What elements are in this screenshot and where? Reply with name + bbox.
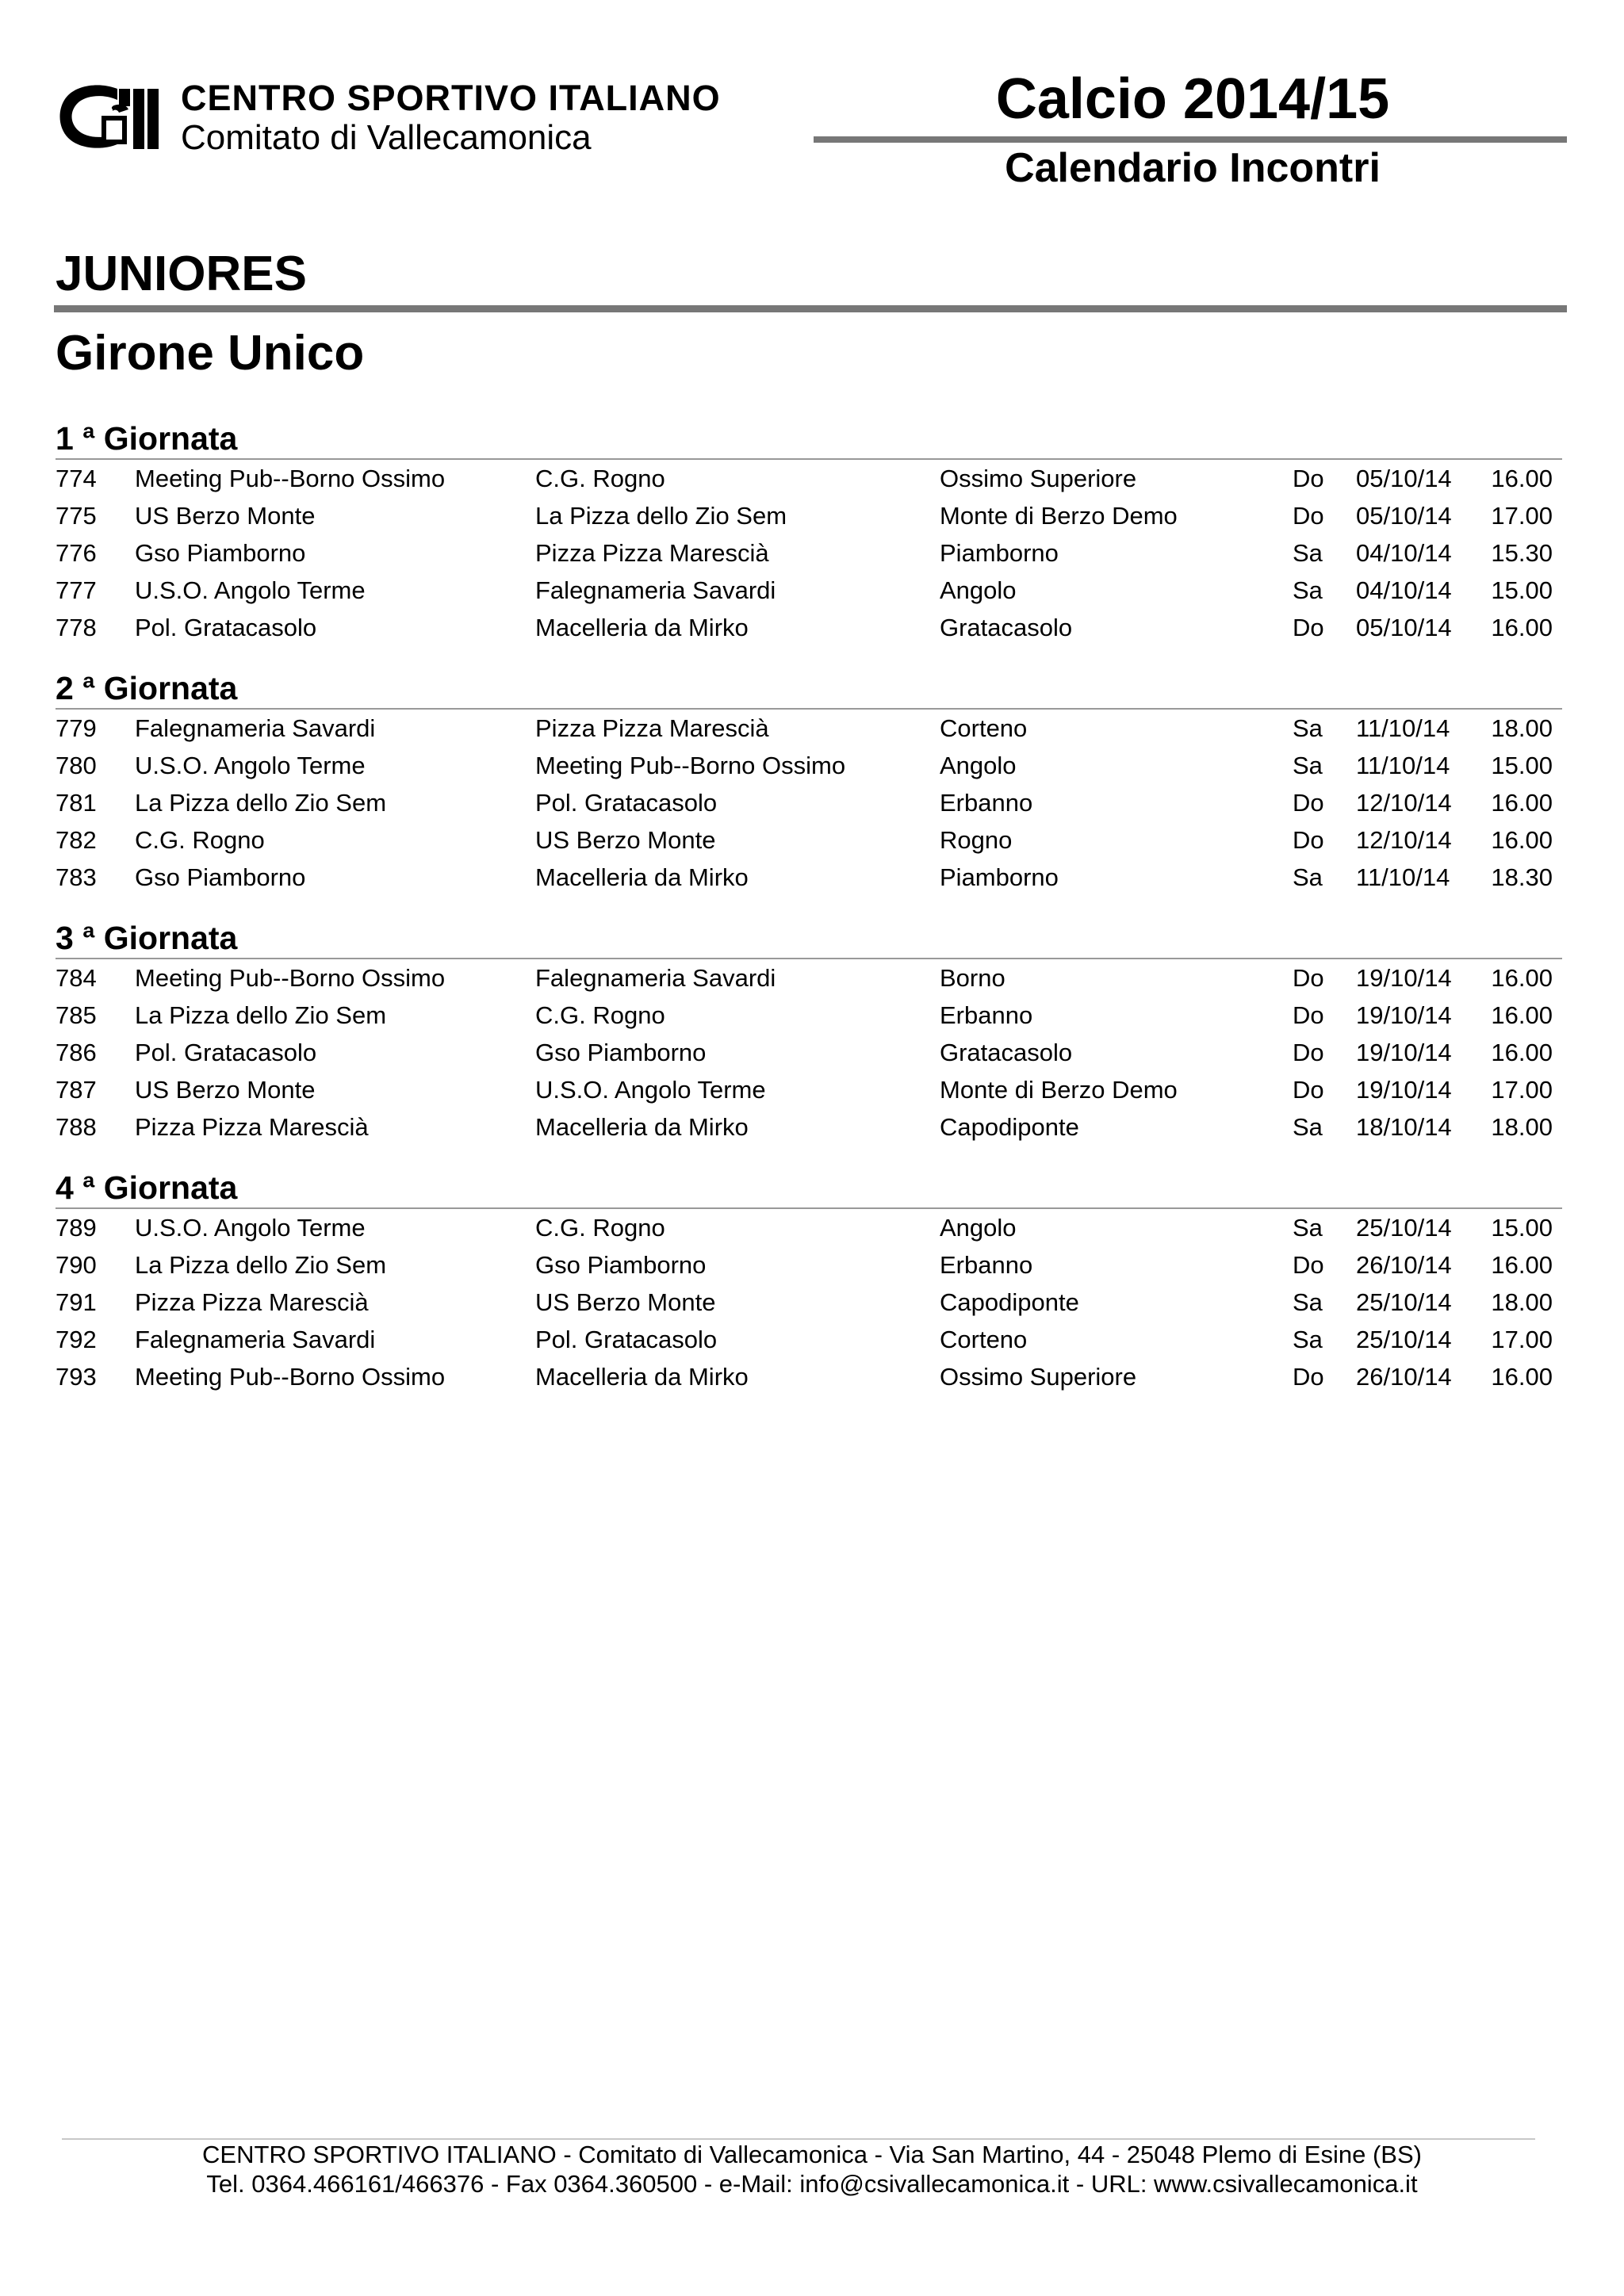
venue: Rogno [940, 826, 1013, 854]
home-team: U.S.O. Angolo Terme [135, 576, 366, 604]
match-number: 776 [56, 539, 97, 567]
match-time: 15.00 [1491, 1214, 1553, 1242]
home-team: La Pizza dello Zio Sem [135, 1251, 387, 1279]
home-team: U.S.O. Angolo Terme [135, 1214, 366, 1242]
match-number: 793 [56, 1363, 97, 1391]
match-time: 16.00 [1491, 964, 1553, 992]
away-team: Pizza Pizza Marescià [535, 539, 769, 567]
match-date: 11/10/14 [1356, 714, 1450, 742]
match-number: 777 [56, 576, 97, 604]
match-number: 775 [56, 502, 97, 530]
away-team: Pol. Gratacasolo [535, 789, 718, 817]
match-number: 778 [56, 614, 97, 641]
match-day: Sa [1293, 576, 1323, 604]
match-row [56, 572, 1562, 609]
home-team: Meeting Pub--Borno Ossimo [135, 964, 446, 992]
document-subtitle: Calendario Incontri [1005, 145, 1381, 191]
venue: Capodiponte [940, 1288, 1079, 1316]
round-2 [56, 668, 1562, 896]
csi-logo [56, 78, 167, 155]
round-title: 2 ª Giornata [56, 668, 1562, 710]
match-time: 15.30 [1491, 539, 1553, 567]
footer-address: CENTRO SPORTIVO ITALIANO - Comitato di Vallecamonica - Via San Martino, 44 - 25048 Plemo di Esine (BS) [202, 2141, 1422, 2168]
away-team: U.S.O. Angolo Terme [535, 1076, 766, 1104]
match-date: 25/10/14 [1356, 1214, 1452, 1242]
match-time: 18.00 [1491, 1288, 1553, 1316]
away-team: Gso Piamborno [535, 1251, 707, 1279]
match-time: 17.00 [1491, 1076, 1553, 1104]
home-team: Pol. Gratacasolo [135, 614, 317, 641]
away-team: Macelleria da Mirko [535, 614, 749, 641]
match-row [56, 1358, 1562, 1395]
away-team: Pol. Gratacasolo [535, 1326, 718, 1353]
venue: Corteno [940, 714, 1028, 742]
venue: Piamborno [940, 863, 1059, 891]
match-day: Sa [1293, 1113, 1323, 1141]
away-team: C.G. Rogno [535, 1001, 665, 1029]
home-team: U.S.O. Angolo Terme [135, 752, 366, 779]
match-row [56, 1071, 1562, 1108]
match-number: 789 [56, 1214, 97, 1242]
match-day: Do [1293, 1251, 1324, 1279]
match-row [56, 534, 1562, 572]
match-time: 17.00 [1491, 1326, 1553, 1353]
match-day: Do [1293, 964, 1324, 992]
match-row [56, 959, 1562, 997]
match-row [56, 1108, 1562, 1146]
round-1 [56, 419, 1562, 646]
match-time: 16.00 [1491, 1001, 1553, 1029]
match-number: 780 [56, 752, 97, 779]
match-day: Sa [1293, 752, 1323, 779]
match-time: 15.00 [1491, 752, 1553, 779]
match-time: 15.00 [1491, 576, 1553, 604]
venue: Ossimo Superiore [940, 1363, 1137, 1391]
org-name: CENTRO SPORTIVO ITALIANO [181, 78, 721, 118]
category-divider [54, 305, 1567, 312]
match-number: 784 [56, 964, 97, 992]
venue: Monte di Berzo Demo [940, 1076, 1178, 1104]
away-team: Meeting Pub--Borno Ossimo [535, 752, 846, 779]
venue: Gratacasolo [940, 1039, 1073, 1066]
home-team: US Berzo Monte [135, 1076, 316, 1104]
match-date: 05/10/14 [1356, 502, 1452, 530]
venue: Erbanno [940, 789, 1033, 817]
match-number: 781 [56, 789, 97, 817]
match-time: 16.00 [1491, 465, 1553, 492]
away-team: Gso Piamborno [535, 1039, 707, 1066]
match-row [56, 997, 1562, 1034]
match-time: 16.00 [1491, 1363, 1553, 1391]
match-date: 19/10/14 [1356, 1039, 1452, 1066]
round-4 [56, 1168, 1562, 1395]
match-date: 12/10/14 [1356, 826, 1452, 854]
match-row [56, 1284, 1562, 1321]
match-day: Do [1293, 1039, 1324, 1066]
match-row [56, 1321, 1562, 1358]
away-team: C.G. Rogno [535, 1214, 665, 1242]
away-team: Falegnameria Savardi [535, 964, 776, 992]
home-team: La Pizza dello Zio Sem [135, 1001, 387, 1029]
match-time: 18.00 [1491, 1113, 1553, 1141]
match-date: 04/10/14 [1356, 539, 1452, 567]
match-time: 16.00 [1491, 789, 1553, 817]
match-day: Do [1293, 1076, 1324, 1104]
match-row [56, 1246, 1562, 1284]
match-date: 11/10/14 [1356, 752, 1450, 779]
match-row [56, 710, 1562, 747]
org-subtitle: Comitato di Vallecamonica [181, 118, 592, 157]
match-row [56, 460, 1562, 497]
round-title: 4 ª Giornata [56, 1168, 1562, 1209]
home-team: Falegnameria Savardi [135, 714, 376, 742]
round-3 [56, 918, 1562, 1146]
match-number: 785 [56, 1001, 97, 1029]
match-date: 18/10/14 [1356, 1113, 1452, 1141]
match-number: 788 [56, 1113, 97, 1141]
category-title: JUNIORES [56, 247, 307, 301]
match-day: Do [1293, 502, 1324, 530]
venue: Corteno [940, 1326, 1028, 1353]
match-day: Do [1293, 1001, 1324, 1029]
match-date: 19/10/14 [1356, 1001, 1452, 1029]
match-time: 16.00 [1491, 826, 1553, 854]
match-row [56, 1209, 1562, 1246]
venue: Erbanno [940, 1251, 1033, 1279]
match-day: Sa [1293, 1288, 1323, 1316]
match-day: Do [1293, 826, 1324, 854]
match-number: 786 [56, 1039, 97, 1066]
away-team: US Berzo Monte [535, 1288, 716, 1316]
match-day: Sa [1293, 863, 1323, 891]
match-day: Do [1293, 465, 1324, 492]
match-date: 04/10/14 [1356, 576, 1452, 604]
home-team: Pizza Pizza Marescià [135, 1288, 369, 1316]
match-date: 19/10/14 [1356, 1076, 1452, 1104]
match-time: 16.00 [1491, 614, 1553, 641]
away-team: La Pizza dello Zio Sem [535, 502, 787, 530]
home-team: La Pizza dello Zio Sem [135, 789, 387, 817]
round-title: 1 ª Giornata [56, 419, 1562, 460]
match-row [56, 747, 1562, 784]
match-day: Do [1293, 614, 1324, 641]
match-day: Sa [1293, 1214, 1323, 1242]
venue: Monte di Berzo Demo [940, 502, 1178, 530]
away-team: C.G. Rogno [535, 465, 665, 492]
match-date: 25/10/14 [1356, 1326, 1452, 1353]
match-row [56, 821, 1562, 859]
away-team: Pizza Pizza Marescià [535, 714, 769, 742]
away-team: Macelleria da Mirko [535, 1363, 749, 1391]
match-number: 779 [56, 714, 97, 742]
venue: Piamborno [940, 539, 1059, 567]
match-day: Sa [1293, 714, 1323, 742]
footer-contacts: Tel. 0364.466161/466376 - Fax 0364.360500 - e-Mail: info@csivallecamonica.it - URL: www.csivallecamonica.it [206, 2170, 1418, 2198]
match-day: Sa [1293, 539, 1323, 567]
match-day: Sa [1293, 1326, 1323, 1353]
header-divider [814, 136, 1567, 143]
match-time: 16.00 [1491, 1039, 1553, 1066]
match-number: 774 [56, 465, 97, 492]
match-number: 787 [56, 1076, 97, 1104]
document-title: Calcio 2014/15 [995, 67, 1390, 131]
venue: Angolo [940, 576, 1017, 604]
match-time: 18.00 [1491, 714, 1553, 742]
match-date: 26/10/14 [1356, 1363, 1452, 1391]
home-team: Meeting Pub--Borno Ossimo [135, 1363, 446, 1391]
match-row [56, 1034, 1562, 1071]
home-team: Gso Piamborno [135, 539, 306, 567]
match-day: Do [1293, 789, 1324, 817]
match-row [56, 859, 1562, 896]
away-team: Macelleria da Mirko [535, 1113, 749, 1141]
home-team: C.G. Rogno [135, 826, 265, 854]
match-row [56, 784, 1562, 821]
home-team: Pol. Gratacasolo [135, 1039, 317, 1066]
match-row [56, 497, 1562, 534]
match-number: 783 [56, 863, 97, 891]
venue: Capodiponte [940, 1113, 1079, 1141]
home-team: US Berzo Monte [135, 502, 316, 530]
home-team: Falegnameria Savardi [135, 1326, 376, 1353]
match-date: 11/10/14 [1356, 863, 1450, 891]
match-number: 782 [56, 826, 97, 854]
venue: Angolo [940, 1214, 1017, 1242]
footer-divider [62, 2138, 1535, 2140]
match-row [56, 609, 1562, 646]
away-team: Falegnameria Savardi [535, 576, 776, 604]
away-team: Macelleria da Mirko [535, 863, 749, 891]
match-day: Do [1293, 1363, 1324, 1391]
match-time: 17.00 [1491, 502, 1553, 530]
round-title: 3 ª Giornata [56, 918, 1562, 959]
venue: Erbanno [940, 1001, 1033, 1029]
away-team: US Berzo Monte [535, 826, 716, 854]
match-number: 791 [56, 1288, 97, 1316]
match-time: 18.30 [1491, 863, 1553, 891]
match-date: 05/10/14 [1356, 465, 1452, 492]
venue: Gratacasolo [940, 614, 1073, 641]
match-number: 790 [56, 1251, 97, 1279]
match-date: 25/10/14 [1356, 1288, 1452, 1316]
home-team: Meeting Pub--Borno Ossimo [135, 465, 446, 492]
match-number: 792 [56, 1326, 97, 1353]
match-date: 12/10/14 [1356, 789, 1452, 817]
venue: Borno [940, 964, 1005, 992]
venue: Ossimo Superiore [940, 465, 1137, 492]
match-date: 19/10/14 [1356, 964, 1452, 992]
match-date: 05/10/14 [1356, 614, 1452, 641]
home-team: Gso Piamborno [135, 863, 306, 891]
home-team: Pizza Pizza Marescià [135, 1113, 369, 1141]
match-date: 26/10/14 [1356, 1251, 1452, 1279]
match-time: 16.00 [1491, 1251, 1553, 1279]
group-title: Girone Unico [56, 326, 365, 381]
venue: Angolo [940, 752, 1017, 779]
